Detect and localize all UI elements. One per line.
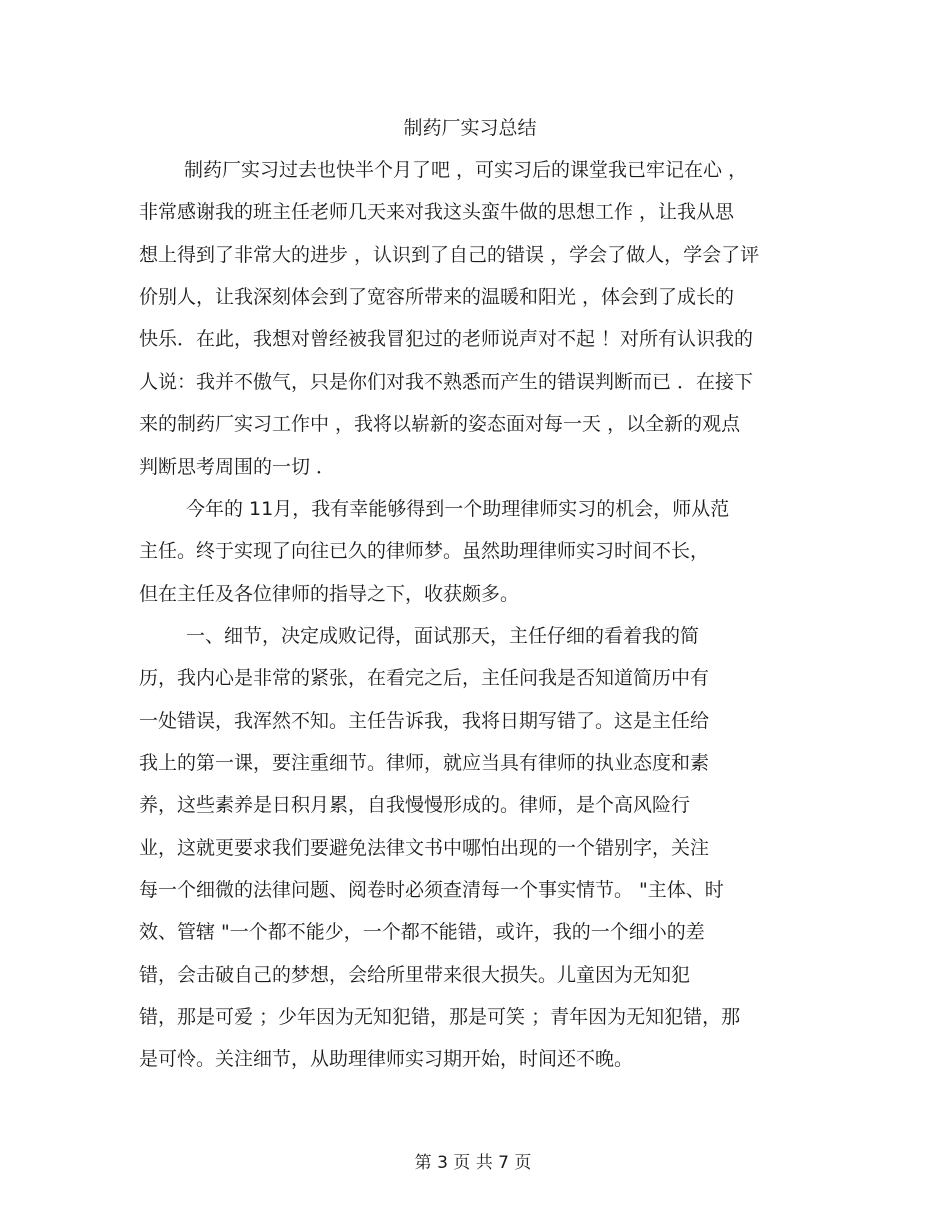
text-line: 快乐．在此，我想对曾经被我冒犯过的老师说声对不起 ！对所有认识我的 — [139, 328, 754, 350]
text-line: 我上的第一课，要注重细节。律师，就应当具有律师的执业态度和素 — [139, 752, 710, 774]
text-line: 想上得到了非常大的进步 ，认识到了自己的错误 ，学会了做人，学会了评 — [139, 244, 760, 266]
text-line: 制药厂实习过去也快半个月了吧 ，可实习后的课堂我已牢记在心 ， — [184, 159, 748, 181]
text-line: 错，会击破自己的梦想，会给所里带来很大损失。儿童因为无知犯 — [139, 964, 691, 986]
text-line: 人说：我并不傲气，只是你们对我不熟悉而产生的错误判断而已 ．在接下 — [139, 371, 754, 393]
text-line: 主任。终于实现了向往已久的律师梦。虽然助理律师实习时间不长， — [139, 540, 710, 562]
text-line: 今年的 11月，我有幸能够得到一个助理律师实习的机会，师从范 — [186, 498, 730, 520]
text-line: 效、管辖 "一个都不能少，一个都不能错，或许，我的一个细小的差 — [139, 921, 705, 943]
text-line: 价别人，让我深刻体会到了宽容所带来的温暖和阳光 ，体会到了成长的 — [139, 286, 735, 308]
text-line: 非常感谢我的班主任老师几天来对我这头蛮牛做的思想工作 ，让我从思 — [139, 201, 735, 223]
text-line: 养，这些素养是日积月累，自我慢慢形成的。律师，是个高风险行 — [139, 794, 691, 816]
text-line: 业，这就更要求我们要避免法律文书中哪怕出现的一个错别字，关注 — [139, 837, 710, 859]
text-line: 来的制药厂实习工作中 ，我将以崭新的姿态面对每一天 ，以全新的观点 — [139, 413, 741, 435]
text-line: 每一个细微的法律问题、阅卷时必须查清每一个事实情节。 "主体、时 — [139, 879, 724, 901]
document-title: 制药厂实习总结 — [403, 117, 537, 139]
text-line: 一处错误，我浑然不知。主任告诉我，我将日期写错了。这是主任给 — [139, 710, 710, 732]
text-line: 历，我内心是非常的紧张，在看完之后，主任问我是否知道简历中有 — [139, 667, 710, 689]
text-line: 判断思考周围的一切 ． — [139, 456, 336, 478]
page-number: 第 3 页 共 7 页 — [414, 1153, 532, 1173]
text-line: 一、细节，决定成败记得，面试那天，主任仔细的看着我的简 — [186, 625, 700, 647]
text-line: 是可怜。关注细节，从助理律师实习期开始，时间还不晚。 — [139, 1048, 634, 1070]
text-line: 但在主任及各位律师的指导之下，收获颇多。 — [139, 583, 520, 605]
text-line: 错，那是可爱 ；少年因为无知犯错，那是可笑 ；青年因为无知犯错，那 — [139, 1006, 741, 1028]
